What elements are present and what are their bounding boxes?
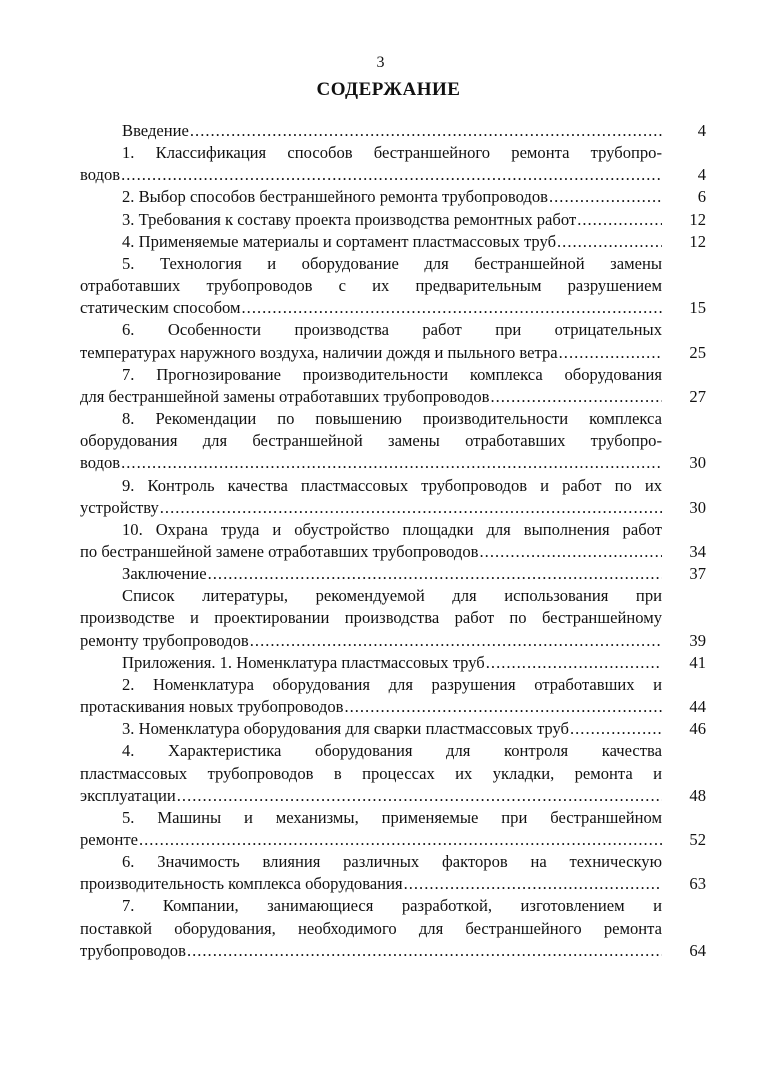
toc-line: 8. Рекомендации по повышению производительности комплекса — [122, 409, 662, 429]
toc-entry — [80, 186, 706, 208]
toc-entry — [80, 674, 706, 718]
toc-line — [80, 386, 662, 408]
dot-leader — [559, 342, 662, 364]
toc-line — [80, 452, 662, 474]
toc-line-text: производительность комплекса оборудования — [80, 874, 403, 894]
toc-line — [80, 630, 662, 652]
dot-leader — [486, 652, 662, 674]
toc-entry — [80, 895, 706, 961]
toc-entry — [80, 807, 706, 851]
toc-line: 7. Компании, занимающиеся разработкой, изготовлением и — [122, 896, 662, 916]
toc-entry — [80, 740, 706, 806]
toc-line — [80, 231, 662, 253]
toc-entry — [80, 364, 706, 408]
toc-entry — [80, 253, 706, 319]
toc-line-text: водов — [80, 453, 121, 473]
toc-line — [80, 209, 662, 231]
toc-page-number: 52 — [689, 830, 706, 849]
dot-leader — [121, 452, 662, 474]
toc-line-text: ремонту трубопроводов — [80, 630, 249, 650]
dot-leader — [177, 785, 662, 807]
toc-line-text: Заключение — [122, 564, 207, 584]
dot-leader — [242, 297, 662, 319]
toc-line — [80, 120, 662, 142]
toc-entry — [80, 120, 706, 142]
dot-leader — [570, 718, 662, 740]
toc-page-number: 4 — [697, 121, 706, 140]
toc-page-number: 37 — [689, 564, 706, 584]
toc-line — [80, 829, 662, 851]
toc-page-number: 63 — [689, 874, 706, 894]
dot-leader — [557, 231, 662, 253]
toc-entry — [80, 209, 706, 231]
toc-line-text: протаскивания новых трубопроводов — [80, 697, 344, 717]
toc-line-text: температурах наружного воздуха, наличии дождя и пыльного ветра — [80, 342, 558, 362]
toc-line-text: 3. Номенклатура оборудования для сварки пластмассовых труб — [122, 719, 569, 739]
toc-line — [80, 297, 662, 319]
toc-page-number: 46 — [689, 719, 706, 739]
dot-leader — [404, 873, 662, 895]
toc-entry — [80, 851, 706, 895]
toc-line-text: 4. Применяемые материалы и сортамент пластмассовых труб — [122, 231, 557, 251]
toc-page-number: 44 — [689, 697, 706, 717]
toc-entry — [80, 585, 706, 651]
dot-leader — [577, 209, 662, 231]
table-of-contents — [80, 120, 706, 962]
toc-line: оборудования для бестраншейной замены отработавших трубопро- — [80, 431, 662, 451]
dot-leader — [490, 386, 662, 408]
dot-leader — [187, 940, 662, 962]
dot-leader — [121, 164, 662, 186]
toc-line-text: 3. Требования к составу проекта производства ремонтных работ — [122, 209, 577, 229]
toc-line: Список литературы, рекомендуемой для использования при — [122, 586, 662, 606]
toc-line-text: трубопроводов — [80, 940, 186, 960]
toc-page-number: 4 — [697, 165, 706, 185]
toc-entry — [80, 142, 706, 186]
toc-entry — [80, 563, 706, 585]
toc-entry — [80, 519, 706, 563]
toc-entry — [80, 475, 706, 519]
toc-line-text: водов — [80, 165, 121, 185]
dot-leader — [250, 630, 662, 652]
toc-line-text: по бестраншейной замене отработавших трубопроводов — [80, 541, 479, 561]
toc-line — [80, 785, 662, 807]
toc-page-number: 27 — [689, 386, 706, 406]
toc-line — [80, 497, 662, 519]
toc-line — [80, 164, 662, 186]
toc-line: поставкой оборудования, необходимого для бестраншейного ремонта — [80, 918, 662, 938]
toc-page-number: 39 — [689, 630, 706, 650]
toc-line: 1. Классификация способов бестраншейного ремонта трубопро- — [122, 143, 662, 163]
dot-leader — [139, 829, 662, 851]
toc-line — [80, 873, 662, 895]
page-title: СОДЕРЖАНИЕ — [316, 79, 461, 100]
toc-line — [80, 652, 662, 674]
dot-leader — [549, 186, 662, 208]
toc-line-text: статическим способом — [80, 298, 241, 318]
toc-line: 2. Номенклатура оборудования для разрушения отработавших и — [122, 674, 662, 694]
toc-line-text: устройству — [80, 497, 159, 517]
toc-line: 5. Технология и оборудование для бестраншейной замены — [122, 253, 662, 273]
toc-line-text: Введение — [122, 121, 189, 140]
toc-entry — [80, 231, 706, 253]
toc-line: пластмассовых трубопроводов в процессах их укладки, ремонта и — [80, 763, 662, 783]
page-number: 3 — [376, 54, 385, 71]
toc-page-number: 6 — [697, 187, 706, 207]
toc-line-text: эксплуатации — [80, 785, 176, 805]
toc-entry — [80, 652, 706, 674]
toc-line-text: для бестраншейной замены отработавших трубопроводов — [80, 386, 490, 406]
dot-leader — [160, 497, 662, 519]
dot-leader — [208, 563, 662, 585]
toc-page-number: 30 — [689, 453, 706, 473]
toc-page-number: 64 — [689, 940, 706, 960]
toc-line — [80, 563, 662, 585]
toc-entry — [80, 319, 706, 363]
toc-line — [80, 940, 662, 962]
toc-line: 9. Контроль качества пластмассовых трубопроводов и работ по их — [122, 475, 662, 495]
toc-line: отработавших трубопроводов с их предварительным разрушением — [80, 276, 662, 296]
toc-page-number: 15 — [689, 298, 706, 318]
dot-leader — [344, 696, 662, 718]
toc-page-number: 30 — [689, 497, 706, 517]
toc-line: 6. Особенности производства работ при отрицательных — [122, 320, 662, 340]
toc-line — [80, 718, 662, 740]
toc-line: 5. Машины и механизмы, применяемые при бестраншейном — [122, 807, 662, 827]
dot-leader — [190, 120, 662, 142]
toc-line — [80, 186, 662, 208]
toc-line-text: Приложения. 1. Номенклатура пластмассовых труб — [122, 652, 485, 672]
toc-entry — [80, 718, 706, 740]
toc-line: 4. Характеристика оборудования для контроля качества — [122, 741, 662, 761]
toc-line — [80, 696, 662, 718]
toc-line-text: ремонте — [80, 830, 138, 849]
toc-line — [80, 342, 662, 364]
toc-page-number: 12 — [689, 231, 706, 251]
toc-page-number: 12 — [689, 209, 706, 229]
toc-page-number: 34 — [689, 541, 706, 561]
toc-line: 10. Охрана труда и обустройство площадки для выполнения работ — [122, 519, 662, 539]
toc-line: 7. Прогнозирование производительности комплекса оборудования — [122, 364, 662, 384]
toc-page-number: 41 — [689, 652, 706, 672]
toc-page-number: 48 — [689, 785, 706, 805]
dot-leader — [480, 541, 662, 563]
toc-entry — [80, 408, 706, 474]
toc-line — [80, 541, 662, 563]
toc-line-text: 2. Выбор способов бестраншейного ремонта трубопроводов — [122, 187, 548, 207]
toc-line: 6. Значимость влияния различных факторов на техническую — [122, 852, 662, 872]
toc-page-number: 25 — [689, 342, 706, 362]
toc-line: производстве и проектировании производства работ по бестраншейному — [80, 608, 662, 628]
